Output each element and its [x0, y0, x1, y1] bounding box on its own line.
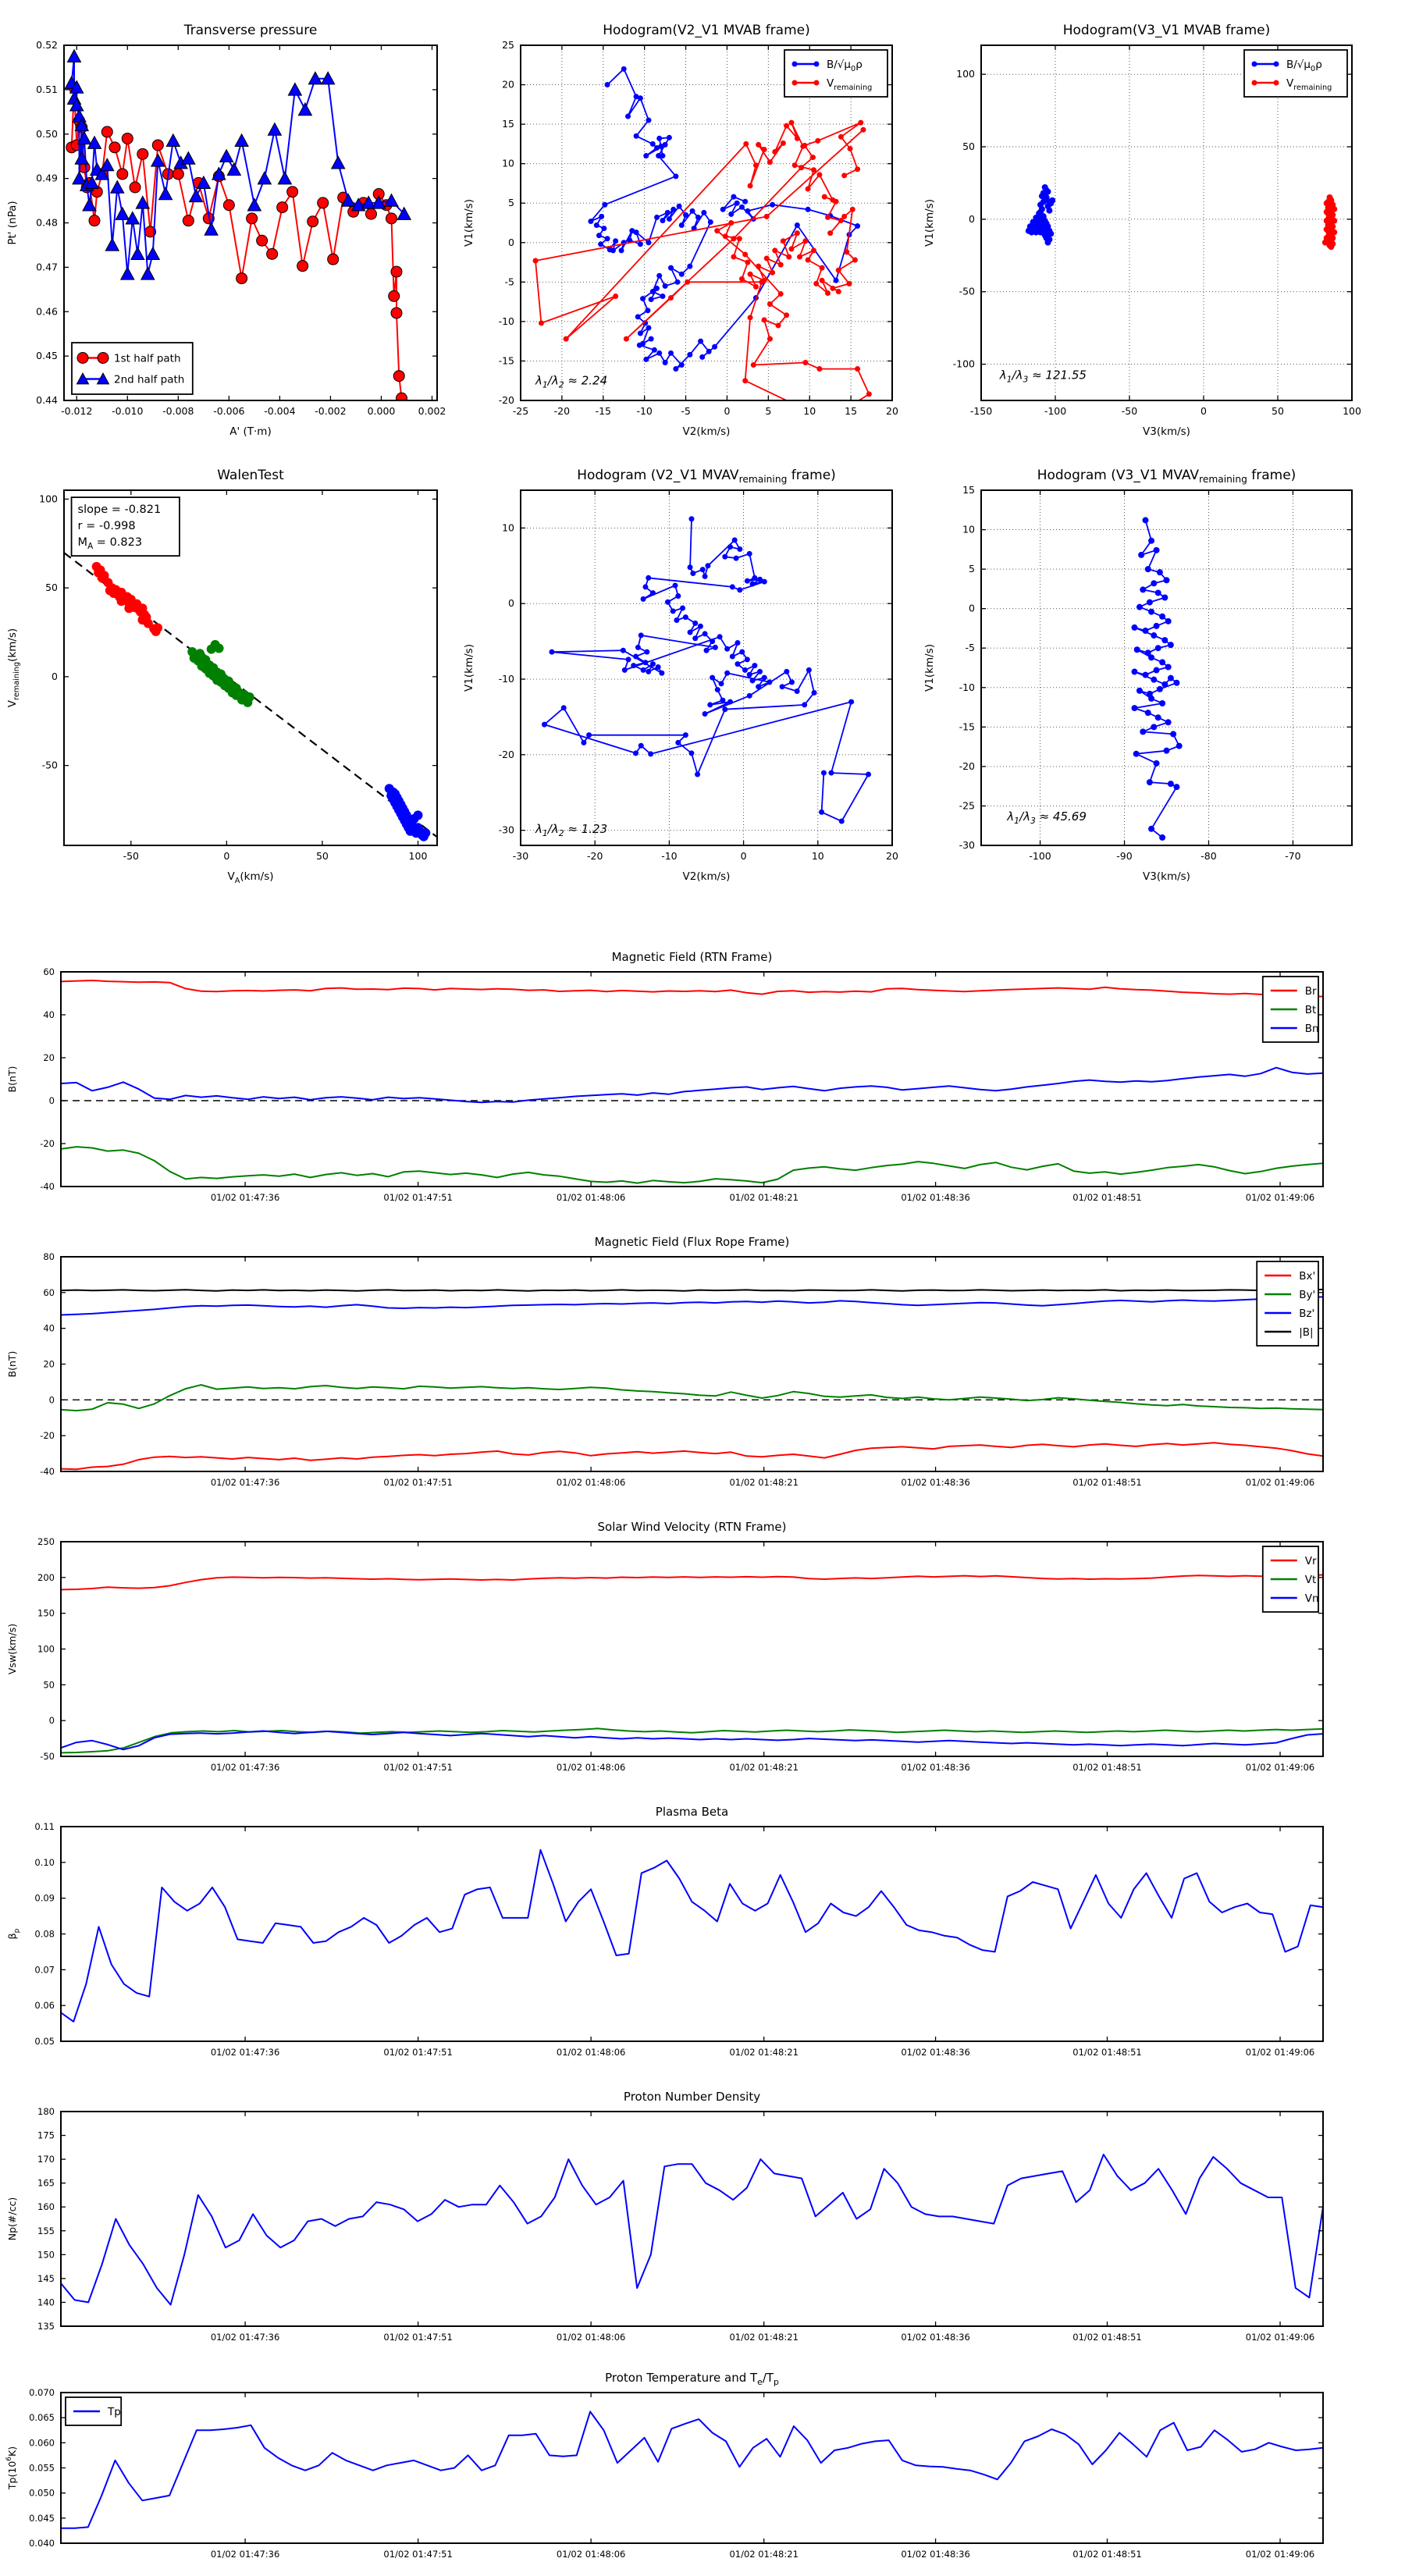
svg-text:-20: -20: [586, 850, 603, 862]
svg-text:Vsw(km/s): Vsw(km/s): [6, 1623, 18, 1675]
svg-text:WalenTest: WalenTest: [217, 468, 284, 483]
svg-text:1st half path: 1st half path: [114, 352, 181, 365]
svg-text:60: 60: [43, 1286, 55, 1298]
svg-text:01/02 01:48:51: 01/02 01:48:51: [1072, 2047, 1142, 2058]
svg-text:0: 0: [724, 405, 731, 417]
svg-text:Bz': Bz': [1299, 1308, 1315, 1320]
svg-text:Tp: Tp: [108, 2406, 121, 2418]
svg-text:Transverse pressure: Transverse pressure: [183, 23, 318, 38]
svg-text:λ1/λ3 ≈ 45.69: $\lambda_1/\lambda_3 \approx 45.69$: [1007, 809, 1087, 827]
svg-text:-30: -30: [959, 839, 975, 851]
svg-text:-0.002: -0.002: [315, 405, 347, 417]
walen-test-chart: [0, 453, 468, 894]
svg-text:180: 180: [37, 2106, 55, 2117]
svg-text:10: 10: [803, 405, 816, 417]
svg-text:0.07: 0.07: [34, 1964, 55, 1976]
svg-text:0: 0: [48, 1095, 55, 1106]
svg-text:100: 100: [1343, 405, 1361, 417]
svg-text:5: 5: [969, 563, 975, 575]
svg-text:0.065: 0.065: [29, 2412, 55, 2424]
svg-text:|B|: |B|: [1299, 1326, 1314, 1339]
svg-text:160: 160: [37, 2201, 55, 2213]
svg-text:λ1/λ2 ≈ 2.24: $\lambda_1/\lambda_2 \approx 2.24$: [535, 373, 608, 390]
svg-text:0: 0: [48, 1715, 55, 1727]
svg-text:250: 250: [37, 1536, 55, 1547]
svg-text:0: 0: [508, 597, 514, 610]
proton-density-chart: [0, 2076, 1350, 2361]
svg-text:0: 0: [969, 602, 975, 614]
svg-text:Hodogram(V3_V1 MVAB frame): Hodogram(V3_V1 MVAB frame): [1062, 23, 1271, 38]
svg-text:-30: -30: [498, 824, 514, 836]
svg-text:50: 50: [315, 850, 329, 862]
svg-text:01/02 01:49:06: 01/02 01:49:06: [1245, 1192, 1315, 1203]
svg-text:-0.004: -0.004: [264, 405, 296, 417]
svg-text:Magnetic Field (RTN Frame): Magnetic Field (RTN Frame): [611, 950, 773, 964]
svg-text:Bt: Bt: [1304, 1004, 1317, 1016]
svg-text:150: 150: [37, 2249, 55, 2261]
svg-text:V1(km/s): V1(km/s): [923, 644, 936, 692]
svg-text:20: 20: [43, 1358, 55, 1370]
svg-text:0: 0: [223, 850, 230, 862]
svg-text:01/02 01:48:36: 01/02 01:48:36: [901, 1477, 970, 1488]
svg-text:200: 200: [37, 1571, 55, 1583]
svg-text:Vremaining: $V_{remaining}$: [827, 77, 873, 92]
svg-text:-90: -90: [1116, 850, 1133, 862]
svg-text:01/02 01:48:21: 01/02 01:48:21: [729, 1192, 799, 1203]
svg-text:-5: -5: [504, 276, 514, 288]
svg-text:Vr: Vr: [1304, 1555, 1317, 1567]
svg-text:-0.012: -0.012: [61, 405, 93, 417]
svg-text:01/02 01:48:21: 01/02 01:48:21: [729, 1762, 799, 1773]
svg-text:Hodogram (V3_V1 MVAVremaining: Hodogram (V3_V1 $MVAV_{remaining}$ frame): [1037, 468, 1297, 485]
svg-text:0.05: 0.05: [34, 2036, 55, 2047]
svg-text:50: 50: [43, 1679, 55, 1691]
svg-text:01/02 01:47:51: 01/02 01:47:51: [383, 1192, 453, 1203]
svg-text:Np(#/cc): Np(#/cc): [6, 2197, 18, 2241]
svg-text:100: 100: [408, 850, 428, 862]
svg-text:-20: -20: [553, 405, 571, 417]
svg-text:10: 10: [962, 523, 975, 535]
svg-text:0.52: 0.52: [36, 39, 58, 51]
svg-text:Hodogram(V2_V1 MVAB frame): Hodogram(V2_V1 MVAB frame): [603, 23, 810, 38]
solar-wind-velocity-chart: [0, 1507, 1350, 1791]
svg-text:150: 150: [37, 1607, 55, 1619]
svg-text:-50: -50: [40, 1751, 55, 1762]
svg-text:01/02 01:48:36: 01/02 01:48:36: [901, 2549, 970, 2560]
svg-text:01/02 01:48:51: 01/02 01:48:51: [1072, 1192, 1142, 1203]
svg-text:MA = 0.823: $M_A = 0.823$: [77, 536, 143, 552]
svg-text:0.06: 0.06: [34, 2000, 55, 2012]
svg-text:01/02 01:48:06: 01/02 01:48:06: [556, 2549, 626, 2560]
svg-text:-80: -80: [1200, 850, 1217, 862]
svg-text:0.51: 0.51: [36, 83, 58, 95]
svg-text:-150: -150: [969, 405, 993, 417]
svg-text:01/02 01:47:51: 01/02 01:47:51: [383, 1762, 453, 1773]
svg-text:01/02 01:47:51: 01/02 01:47:51: [383, 2332, 453, 2343]
svg-text:170: 170: [37, 2154, 55, 2165]
svg-text:0.48: 0.48: [36, 216, 58, 229]
svg-text:V3(km/s): V3(km/s): [1143, 870, 1190, 883]
svg-text:10: 10: [502, 157, 514, 169]
svg-text:Proton Number Density: Proton Number Density: [623, 2090, 761, 2104]
svg-text:20: 20: [502, 78, 514, 91]
svg-text:15: 15: [845, 405, 858, 417]
svg-text:01/02 01:48:21: 01/02 01:48:21: [729, 2549, 799, 2560]
svg-text:B/√μ0ρ: $B/√\mu_0\rho$: [1286, 59, 1322, 73]
svg-text:01/02 01:48:06: 01/02 01:48:06: [556, 1477, 626, 1488]
svg-text:Vn: Vn: [1304, 1592, 1319, 1605]
svg-text:01/02 01:47:36: 01/02 01:47:36: [210, 2332, 280, 2343]
svg-text:145: 145: [37, 2272, 55, 2284]
transverse-pressure-chart: [0, 8, 468, 449]
svg-text:V1(km/s): V1(km/s): [463, 199, 475, 247]
svg-text:B(nT): B(nT): [6, 1066, 18, 1093]
svg-text:01/02 01:47:36: 01/02 01:47:36: [210, 2549, 280, 2560]
svg-text:Vt: Vt: [1304, 1574, 1317, 1586]
svg-text:01/02 01:48:21: 01/02 01:48:21: [729, 2047, 799, 2058]
svg-text:0: 0: [48, 1394, 55, 1406]
svg-text:0: 0: [740, 850, 747, 862]
svg-text:-15: -15: [959, 720, 975, 733]
svg-text:Solar Wind Velocity (RTN Frame: Solar Wind Velocity (RTN Frame): [597, 1520, 787, 1534]
svg-text:01/02 01:48:36: 01/02 01:48:36: [901, 1192, 970, 1203]
svg-text:-15: -15: [595, 405, 611, 417]
svg-text:5: 5: [765, 405, 772, 417]
svg-text:80: 80: [43, 1251, 55, 1262]
svg-text:0.08: 0.08: [34, 1928, 55, 1940]
svg-text:2nd half path: 2nd half path: [114, 373, 185, 386]
svg-text:-25: -25: [512, 405, 529, 417]
svg-text:0.045: 0.045: [29, 2512, 55, 2524]
svg-text:01/02 01:49:06: 01/02 01:49:06: [1245, 2549, 1315, 2560]
svg-text:Hodogram (V2_V1 MVAVremaining: Hodogram (V2_V1 $MVAV_{remaining}$ frame): [577, 468, 836, 485]
svg-text:100: 100: [39, 493, 58, 505]
svg-text:Bx': Bx': [1299, 1270, 1316, 1283]
hodogram-v3v1-mvav-chart: [917, 453, 1385, 894]
svg-text:By': By': [1299, 1289, 1316, 1301]
svg-text:-50: -50: [1121, 405, 1138, 417]
svg-text:50: 50: [1272, 405, 1284, 417]
svg-text:0.10: 0.10: [34, 1856, 55, 1868]
svg-text:-20: -20: [498, 394, 514, 406]
svg-text:25: 25: [502, 39, 514, 51]
svg-text:r = -0.998: r = -0.998: [77, 520, 136, 533]
magnetic-field-fluxrope-chart: [0, 1222, 1350, 1507]
svg-text:V1(km/s): V1(km/s): [463, 644, 475, 692]
hodogram-v3v1-mvab-chart: [917, 8, 1385, 449]
svg-text:-70: -70: [1285, 850, 1301, 862]
svg-text:Vremaining: $V_{remaining}$: [1286, 77, 1332, 92]
svg-text:0: 0: [1200, 405, 1207, 417]
svg-text:V2(km/s): V2(km/s): [682, 425, 731, 438]
svg-text:-30: -30: [512, 850, 529, 862]
svg-text:10: 10: [811, 850, 824, 862]
svg-text:Pt' (nPa): Pt' (nPa): [6, 201, 19, 245]
svg-text:-15: -15: [498, 354, 514, 367]
svg-text:-20: -20: [498, 748, 514, 760]
svg-text:0.50: 0.50: [36, 127, 58, 140]
svg-text:-0.010: -0.010: [112, 405, 144, 417]
plasma-beta-chart: [0, 1791, 1350, 2076]
svg-text:01/02 01:49:06: 01/02 01:49:06: [1245, 1477, 1315, 1488]
svg-text:-20: -20: [959, 760, 975, 772]
svg-text:50: 50: [962, 141, 975, 152]
svg-text:15: 15: [962, 484, 975, 496]
svg-text:-0.008: -0.008: [162, 405, 194, 417]
svg-text:-20: -20: [40, 1138, 55, 1149]
svg-text:0.055: 0.055: [29, 2462, 55, 2474]
svg-text:01/02 01:48:36: 01/02 01:48:36: [901, 2332, 970, 2343]
svg-text:20: 20: [43, 1052, 55, 1063]
svg-text:01/02 01:49:06: 01/02 01:49:06: [1245, 1762, 1315, 1773]
svg-text:0.002: 0.002: [418, 405, 446, 417]
svg-text:-50: -50: [41, 759, 58, 771]
svg-text:20: 20: [886, 850, 898, 862]
svg-text:λ1/λ3 ≈ 121.55: $\lambda_1/\lambda_3 \approx 121.55$: [999, 368, 1087, 385]
svg-text:-25: -25: [959, 799, 975, 812]
svg-text:0.09: 0.09: [34, 1892, 55, 1904]
svg-text:01/02 01:48:06: 01/02 01:48:06: [556, 2047, 626, 2058]
svg-text:Plasma Beta: Plasma Beta: [655, 1805, 729, 1819]
svg-text:15: 15: [502, 118, 514, 130]
svg-text:λ1/λ2 ≈ 1.23: $\lambda_1/\lambda_2 \approx 1.23$: [535, 822, 608, 839]
svg-text:0.45: 0.45: [36, 350, 58, 362]
svg-text:60: 60: [43, 966, 55, 977]
svg-text:01/02 01:47:36: 01/02 01:47:36: [210, 2047, 280, 2058]
hodogram-v2v1-mvav-chart: [457, 453, 925, 894]
svg-text:100: 100: [956, 68, 975, 80]
svg-text:0.070: 0.070: [29, 2387, 55, 2398]
svg-text:01/02 01:47:36: 01/02 01:47:36: [210, 1192, 280, 1203]
svg-text:Proton Temperature and Te/Tp: Proton Temperature and $T_e/T_p$: [605, 2371, 779, 2387]
svg-text:0: 0: [969, 212, 975, 225]
svg-text:0.000: 0.000: [367, 405, 396, 417]
svg-text:40: 40: [43, 1009, 55, 1020]
svg-text:-10: -10: [498, 673, 514, 685]
svg-text:175: 175: [37, 2129, 55, 2141]
svg-text:-100: -100: [952, 358, 975, 370]
svg-text:0.49: 0.49: [36, 172, 58, 184]
svg-text:50: 50: [45, 582, 58, 594]
svg-text:0.040: 0.040: [29, 2538, 55, 2549]
svg-text:01/02 01:48:51: 01/02 01:48:51: [1072, 1762, 1142, 1773]
svg-text:01/02 01:48:06: 01/02 01:48:06: [556, 1762, 626, 1773]
svg-text:40: 40: [43, 1322, 55, 1334]
svg-text:155: 155: [37, 2225, 55, 2236]
svg-text:Magnetic Field (Flux Rope Fram: Magnetic Field (Flux Rope Frame): [594, 1235, 790, 1249]
svg-text:01/02 01:47:36: 01/02 01:47:36: [210, 1762, 280, 1773]
svg-text:10: 10: [502, 521, 514, 534]
svg-text:01/02 01:49:06: 01/02 01:49:06: [1245, 2332, 1315, 2343]
svg-text:-10: -10: [636, 405, 653, 417]
svg-text:-10: -10: [498, 315, 514, 327]
svg-text:01/02 01:47:36: 01/02 01:47:36: [210, 1477, 280, 1488]
svg-text:0.050: 0.050: [29, 2487, 55, 2499]
svg-text:V2(km/s): V2(km/s): [682, 870, 731, 883]
svg-text:0.47: 0.47: [36, 261, 58, 273]
svg-text:B(nT): B(nT): [6, 1350, 18, 1378]
magnetic-field-rtn-chart: [0, 937, 1350, 1222]
svg-text:0.44: 0.44: [36, 394, 58, 406]
svg-text:01/02 01:49:06: 01/02 01:49:06: [1245, 2047, 1315, 2058]
svg-text:135: 135: [37, 2321, 55, 2332]
svg-text:-0.006: -0.006: [213, 405, 245, 417]
svg-text:Tp(106K): $Tp(10^6K)$: [5, 2446, 18, 2490]
svg-text:01/02 01:47:51: 01/02 01:47:51: [383, 1477, 453, 1488]
svg-text:βp: $\beta_p$: [6, 1928, 21, 1940]
svg-text:-20: -20: [40, 1430, 55, 1442]
svg-text:01/02 01:48:06: 01/02 01:48:06: [556, 1192, 626, 1203]
svg-text:01/02 01:48:36: 01/02 01:48:36: [901, 2047, 970, 2058]
svg-text:0.46: 0.46: [36, 305, 58, 318]
svg-text:-5: -5: [681, 405, 691, 417]
svg-text:-10: -10: [959, 681, 975, 693]
svg-text:165: 165: [37, 2177, 55, 2189]
svg-text:-50: -50: [123, 850, 140, 862]
svg-text:100: 100: [37, 1643, 55, 1655]
svg-text:140: 140: [37, 2297, 55, 2308]
svg-text:-100: -100: [1029, 850, 1051, 862]
svg-text:01/02 01:48:36: 01/02 01:48:36: [901, 1762, 970, 1773]
svg-text:A' (T·m): A' (T·m): [229, 425, 272, 438]
svg-text:01/02 01:48:21: 01/02 01:48:21: [729, 2332, 799, 2343]
svg-text:V1(km/s): V1(km/s): [923, 199, 936, 247]
svg-text:0.11: 0.11: [34, 1821, 55, 1832]
hodogram-v2v1-mvab-chart: [457, 8, 925, 449]
svg-text:01/02 01:48:51: 01/02 01:48:51: [1072, 2549, 1142, 2560]
svg-text:0: 0: [52, 670, 58, 682]
svg-text:01/02 01:48:51: 01/02 01:48:51: [1072, 1477, 1142, 1488]
svg-text:Bn: Bn: [1304, 1023, 1319, 1035]
svg-text:B/√μ0ρ: $B/√\mu_0\rho$: [827, 59, 863, 73]
svg-text:5: 5: [508, 197, 514, 209]
svg-text:-100: -100: [1044, 405, 1067, 417]
svg-text:20: 20: [886, 405, 898, 417]
proton-temperature-chart: [0, 2357, 1350, 2574]
svg-text:-5: -5: [965, 642, 975, 654]
svg-text:01/02 01:47:51: 01/02 01:47:51: [383, 2047, 453, 2058]
svg-text:01/02 01:47:51: 01/02 01:47:51: [383, 2549, 453, 2560]
svg-text:01/02 01:48:51: 01/02 01:48:51: [1072, 2332, 1142, 2343]
svg-text:0.060: 0.060: [29, 2437, 55, 2449]
svg-text:-10: -10: [661, 850, 678, 862]
svg-text:01/02 01:48:21: 01/02 01:48:21: [729, 1477, 799, 1488]
svg-text:-50: -50: [959, 285, 975, 297]
svg-text:01/02 01:48:06: 01/02 01:48:06: [556, 2332, 626, 2343]
svg-text:VA(km/s): $V_A(km/s)$: [227, 870, 274, 885]
svg-text:Br: Br: [1304, 985, 1317, 998]
svg-text:slope = -0.821: slope = -0.821: [77, 503, 162, 517]
svg-text:0: 0: [508, 236, 514, 248]
svg-text:-40: -40: [40, 1181, 55, 1192]
svg-text:Vremaining(km/s): $V_{remaining}(km/s)$: [6, 628, 21, 708]
svg-text:-40: -40: [40, 1466, 55, 1477]
svg-text:V3(km/s): V3(km/s): [1143, 425, 1190, 438]
